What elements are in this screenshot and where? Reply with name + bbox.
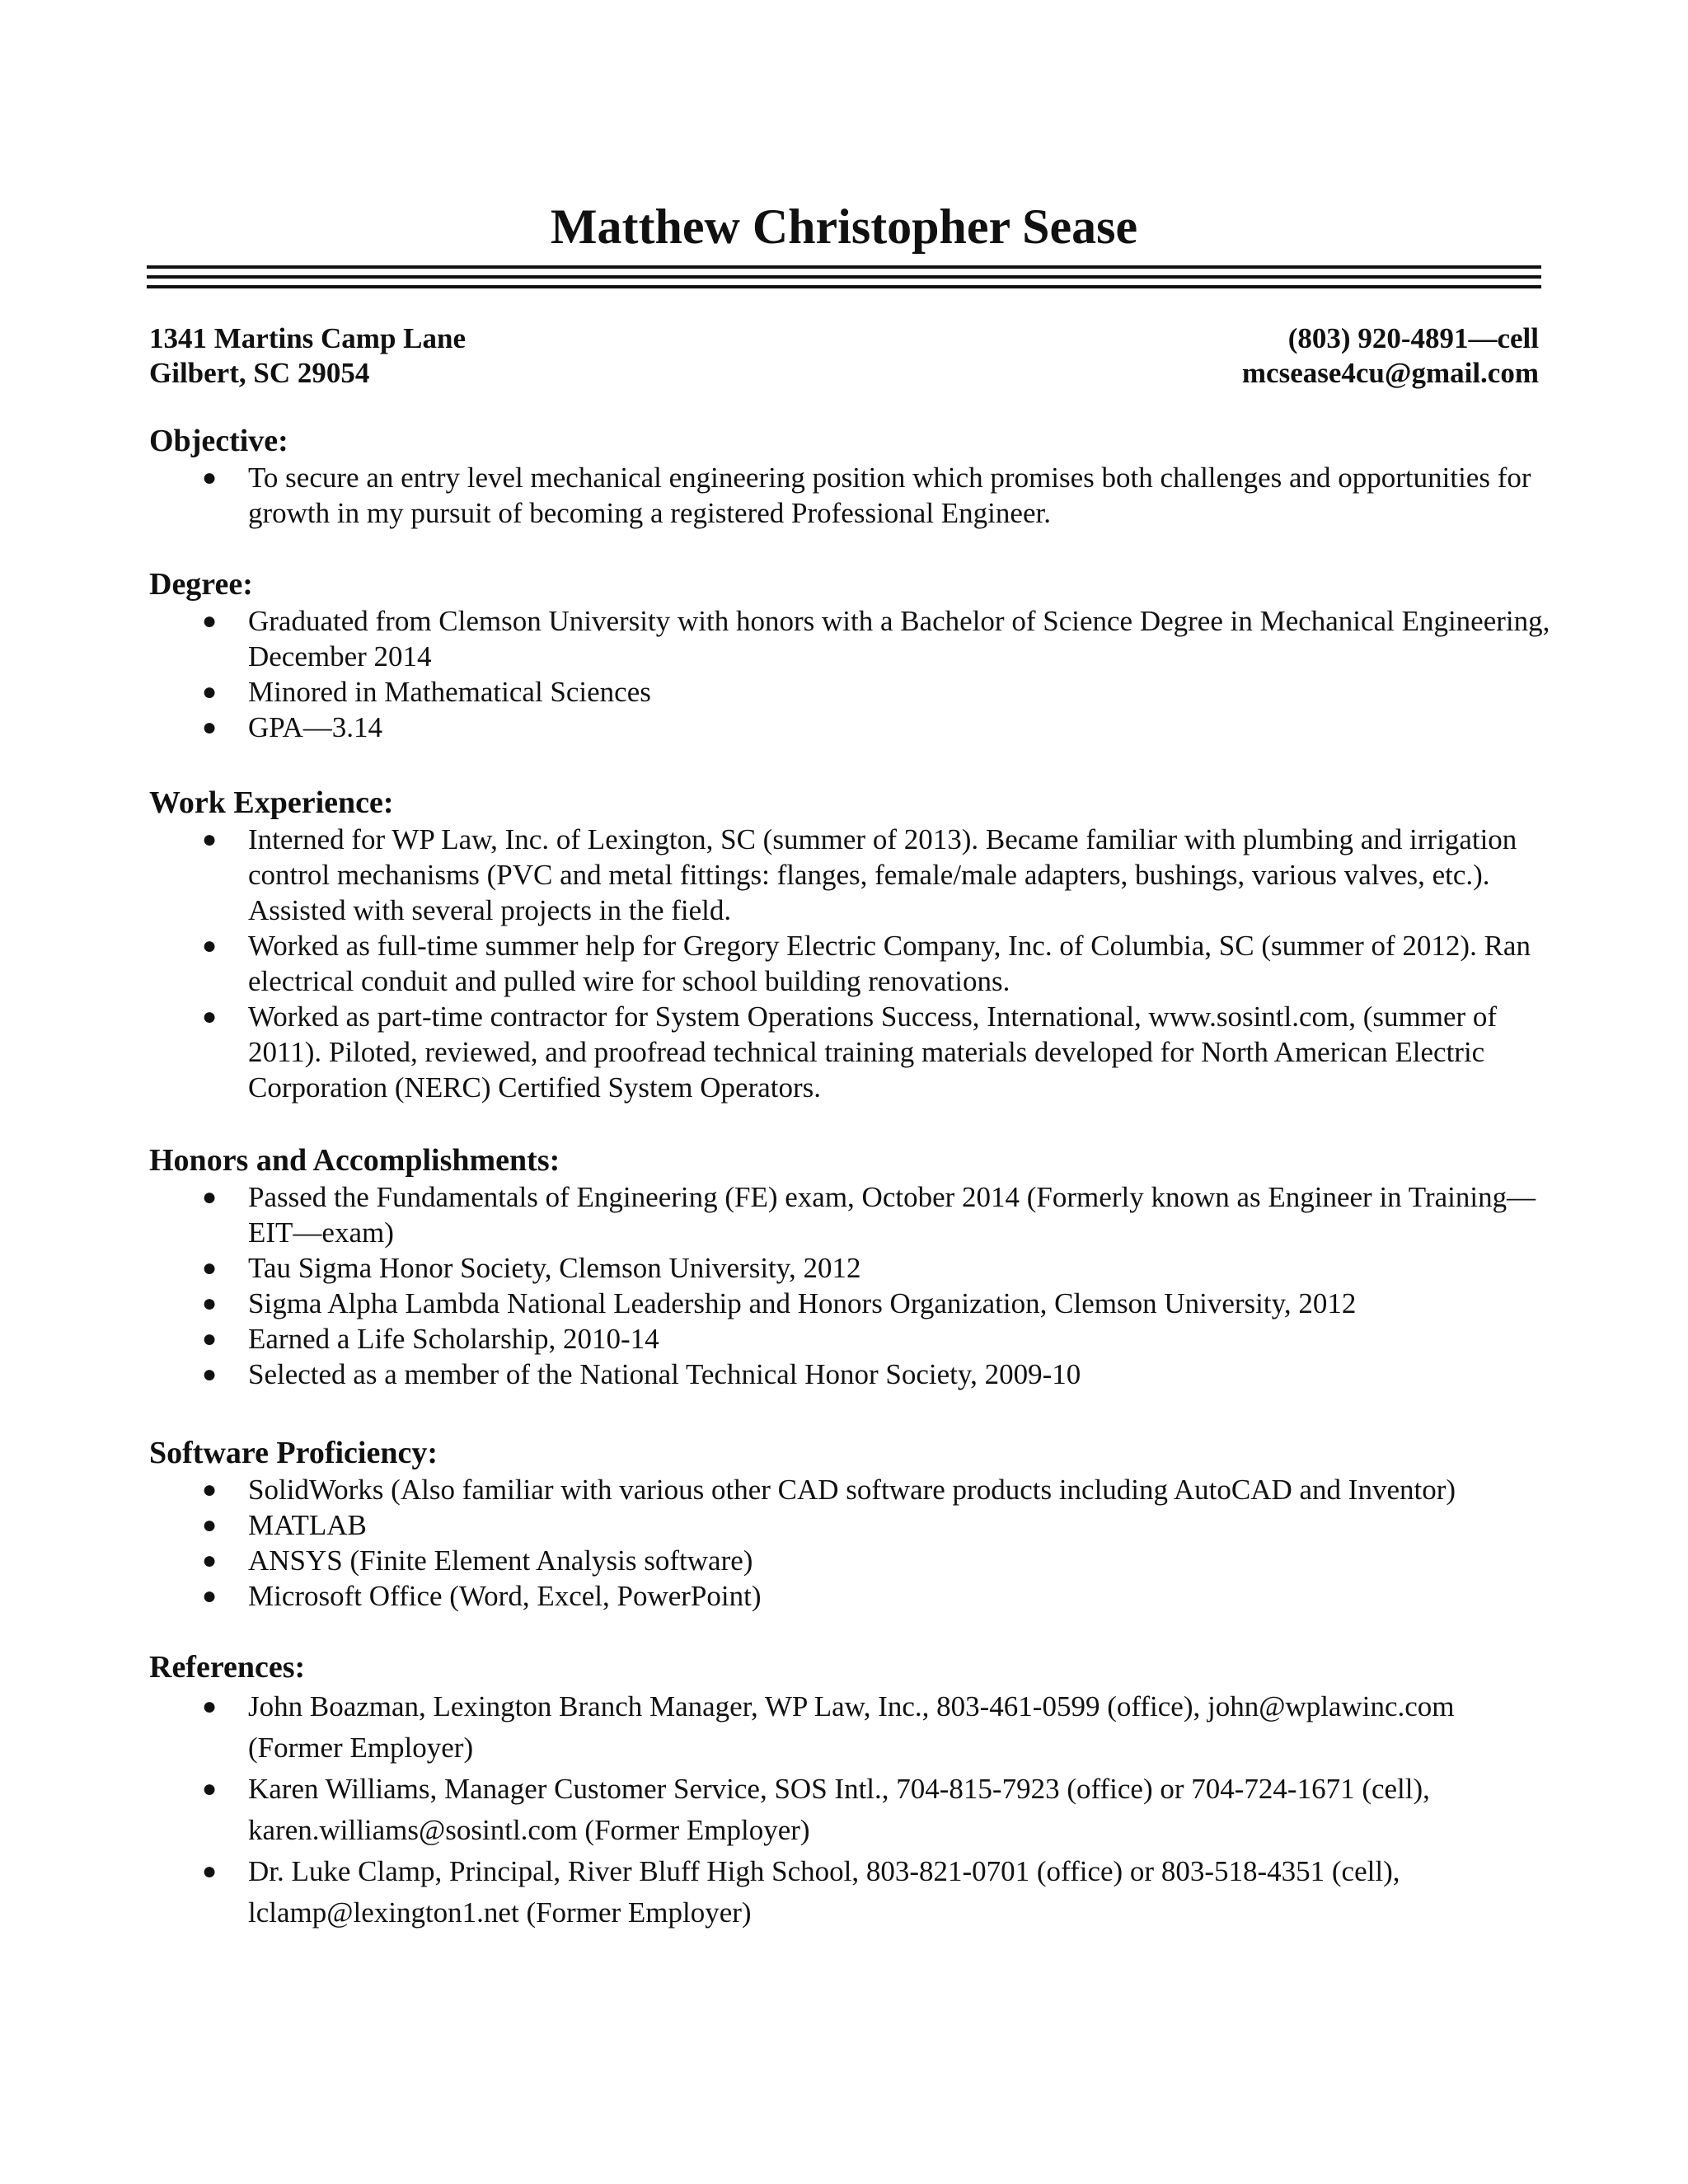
- list-item: ● Worked as part-time contractor for System Operations Success, International, www.sosintl.com, (summer of 2011). Piloted, reviewed, and proofread technical training materials developed for North American Electric Corporation (NERC) Certified System Operators.: [202, 1001, 1498, 1104]
- software-list: [149, 1472, 1550, 1614]
- list-item: ● Minored in Mathematical Sciences: [202, 676, 651, 708]
- references-list: [149, 1686, 1550, 1933]
- bullet-icon: ●: [202, 464, 218, 491]
- bullet-icon: ●: [202, 1290, 218, 1317]
- degree-list: [149, 603, 1550, 745]
- bullet-icon: ●: [202, 1582, 218, 1610]
- resume-name: Matthew Christopher Sease: [550, 199, 1138, 254]
- bullet-icon: ●: [202, 1858, 218, 1885]
- bullet-icon: ●: [202, 678, 218, 705]
- header-divider-top: [147, 265, 1541, 269]
- degree-heading: Degree:: [149, 567, 253, 602]
- bullet-icon: ●: [202, 932, 218, 959]
- bullet-icon: ●: [202, 1476, 218, 1503]
- bullet-icon: ●: [202, 1003, 218, 1030]
- list-item: ● ANSYS (Finite Element Analysis software): [202, 1544, 753, 1577]
- references-heading: References:: [149, 1650, 306, 1685]
- software-section: [149, 1434, 1550, 1614]
- list-item: ● Passed the Fundamentals of Engineering (FE) exam, October 2014 (Formerly known as Engineer in Training—EIT—exam): [202, 1181, 1536, 1249]
- references-section: [149, 1648, 1550, 1933]
- bullet-icon: ●: [202, 826, 218, 853]
- list-item: ● Interned for WP Law, Inc. of Lexington, SC (summer of 2013). Became familiar with plumbing and irrigation control mechanisms (PVC and metal fittings: flanges, female/male adapters, bushings, various valves, etc.). Assisted with several projects in the field.: [202, 823, 1517, 926]
- bullet-icon: ●: [202, 1511, 218, 1539]
- honors-section: [149, 1141, 1550, 1392]
- list-item: ● Selected as a member of the National Technical Honor Society, 2009-10: [202, 1358, 1081, 1390]
- list-item: ● John Boazman, Lexington Branch Manager, WP Law, Inc., 803-461-0599 (office), john@wplawinc.com (Former Employer): [149, 1686, 1550, 1769]
- list-item: ● GPA—3.14: [202, 711, 383, 743]
- list-item: ● SolidWorks (Also familiar with various other CAD software products including AutoCAD and Inventor): [202, 1474, 1456, 1506]
- list-item: ● Worked as full-time summer help for Gregory Electric Company, Inc. of Columbia, SC (summer of 2012). Ran electrical conduit and pulled wire for school building renovations.: [202, 930, 1531, 997]
- degree-section: [149, 565, 1550, 745]
- objective-list: [149, 460, 1550, 531]
- objective-heading: Objective:: [149, 424, 288, 458]
- list-item: ● Earned a Life Scholarship, 2010-14: [202, 1323, 659, 1355]
- honors-heading: Honors and Accomplishments:: [149, 1143, 560, 1178]
- bullet-icon: ●: [202, 1254, 218, 1282]
- bullet-icon: ●: [202, 1183, 218, 1211]
- phone-number: (803) 920-4891—cell: [1287, 322, 1539, 354]
- email-address: mcsease4cu@gmail.com: [1241, 357, 1539, 389]
- list-item: ● Karen Williams, Manager Customer Service, SOS Intl., 704-815-7923 (office) or 704-724-1671 (cell), karen.williams@sosintl.com (Former Employer): [149, 1769, 1550, 1851]
- address-line-1: 1341 Martins Camp Lane: [149, 322, 467, 354]
- list-item: ● To secure an entry level mechanical engineering position which promises both challenges and opportunities for growth in my pursuit of becoming a registered Professional Engineer.: [202, 462, 1531, 529]
- bullet-icon: ●: [202, 714, 218, 741]
- list-item: ● MATLAB: [202, 1509, 367, 1541]
- bullet-icon: ●: [202, 607, 218, 635]
- contact-address: [149, 321, 466, 391]
- list-item: ● Sigma Alpha Lambda National Leadership and Honors Organization, Clemson University, 2012: [202, 1287, 1357, 1319]
- honors-list: [149, 1179, 1550, 1392]
- list-item: ● Graduated from Clemson University with honors with a Bachelor of Science Degree in Mechanical Engineering, December 2014: [202, 605, 1550, 673]
- contact-phone-email: [1242, 321, 1539, 391]
- bullet-icon: ●: [202, 1547, 218, 1574]
- address-line-2: Gilbert, SC 29054: [149, 357, 370, 389]
- list-item: ● Dr. Luke Clamp, Principal, River Bluff High School, 803-821-0701 (office) or 803-518-4351 (cell), lclamp@lexington1.net (Former Employer): [149, 1851, 1550, 1933]
- header-divider-middle: [147, 275, 1541, 279]
- list-item: ● Tau Sigma Honor Society, Clemson University, 2012: [202, 1252, 861, 1284]
- header-divider-bottom: [147, 285, 1541, 288]
- work-experience-section: [149, 784, 1550, 1105]
- bullet-icon: ●: [202, 1693, 218, 1720]
- bullet-icon: ●: [202, 1325, 218, 1352]
- software-heading: Software Proficiency:: [149, 1436, 438, 1470]
- bullet-icon: ●: [202, 1775, 218, 1802]
- work-experience-heading: Work Experience:: [149, 785, 394, 820]
- work-experience-list: [149, 822, 1550, 1105]
- bullet-icon: ●: [202, 1361, 218, 1388]
- list-item: ● Microsoft Office (Word, Excel, PowerPoint): [202, 1580, 762, 1612]
- objective-section: [149, 422, 1550, 531]
